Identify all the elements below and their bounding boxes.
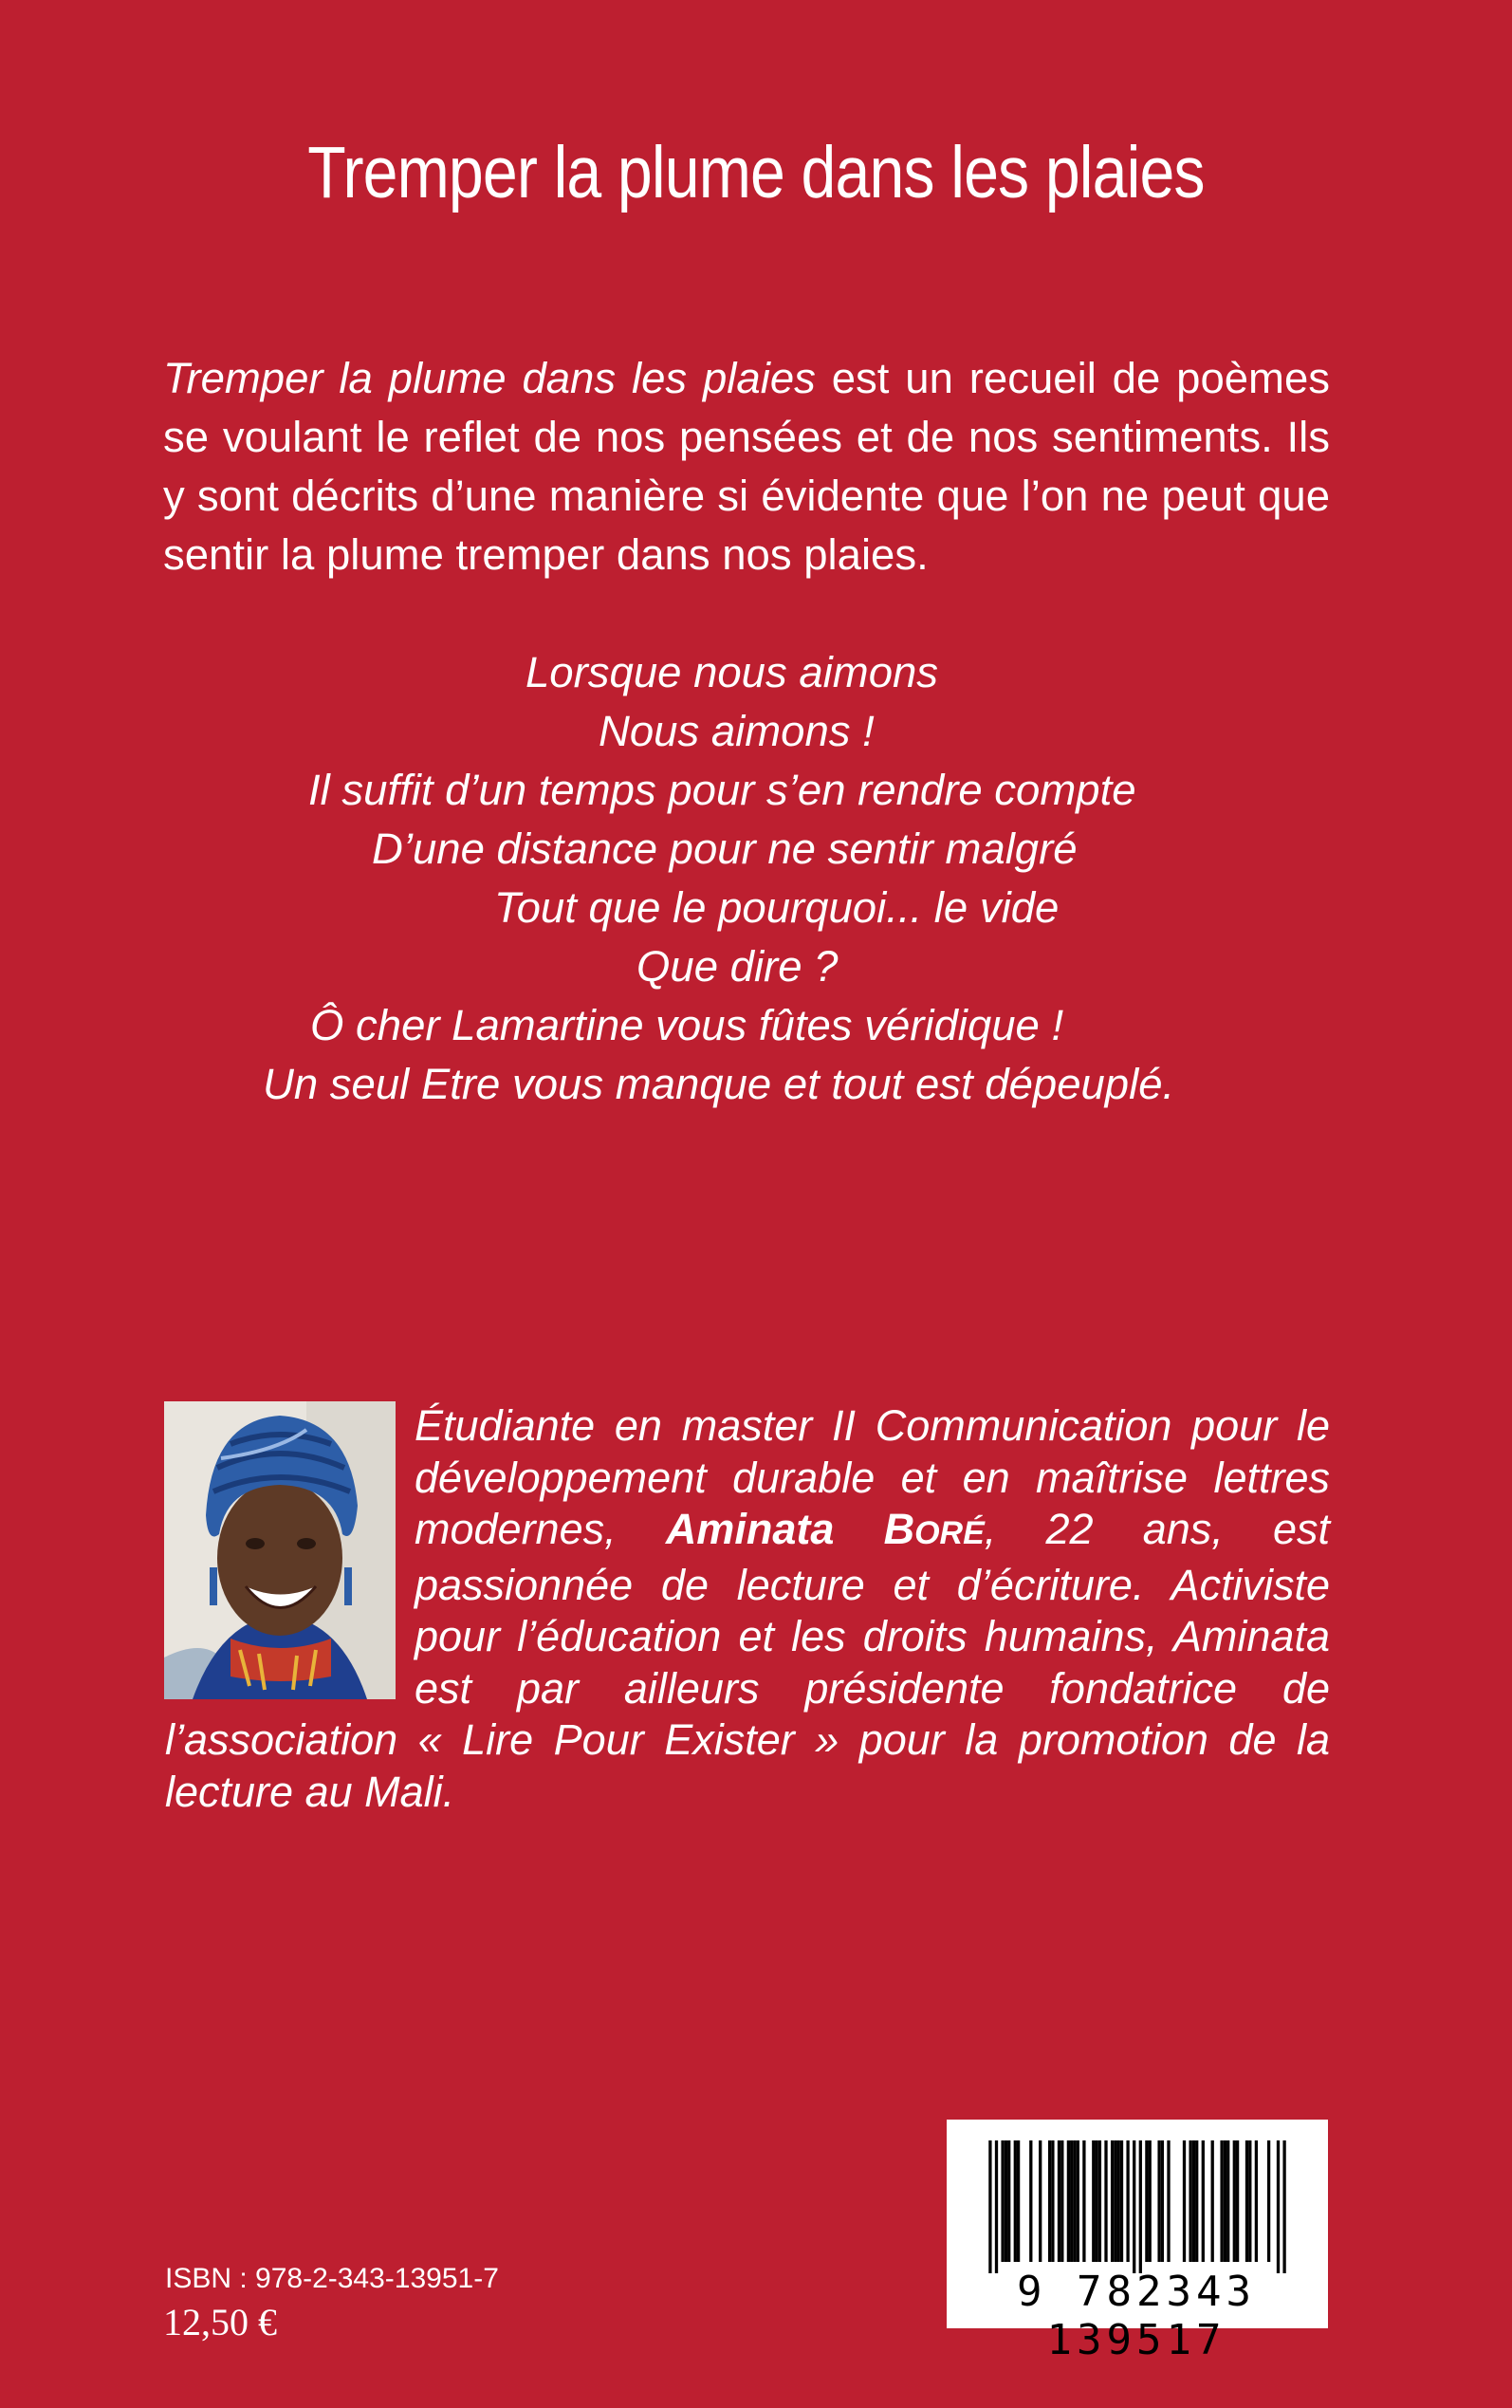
barcode-bar <box>1039 2140 1042 2262</box>
barcode-bar <box>1098 2140 1101 2262</box>
barcode-bar <box>1005 2140 1007 2262</box>
barcode-bar <box>1183 2140 1186 2262</box>
barcode-bar <box>1111 2140 1114 2262</box>
poem-line: Ô cher Lamartine vous fûtes véridique ! <box>310 1001 1064 1049</box>
barcode-bar <box>1226 2140 1229 2262</box>
price: 12,50 € <box>163 2301 277 2343</box>
barcode-bar <box>1051 2140 1054 2262</box>
barcode-bar <box>1104 2140 1107 2262</box>
author-bio <box>165 1400 1330 1818</box>
barcode-bar <box>1195 2140 1198 2262</box>
barcode-bar <box>1126 2140 1129 2262</box>
barcode-bar <box>1149 2140 1152 2262</box>
barcode-bar <box>995 2140 998 2273</box>
poem-line: Nous aimons ! <box>599 707 875 755</box>
barcode-bar <box>1007 2140 1010 2262</box>
barcode-bar <box>1001 2140 1004 2262</box>
barcode-bar <box>1060 2140 1063 2262</box>
barcode-bar <box>988 2140 991 2273</box>
barcode-bar <box>1245 2140 1248 2262</box>
barcode-bar <box>1120 2140 1123 2262</box>
intro-paragraph <box>163 349 1330 584</box>
isbn: ISBN : 978-2-343-13951-7 <box>165 2263 499 2294</box>
barcode-bar <box>1077 2140 1079 2262</box>
poem-excerpt <box>0 643 1512 1114</box>
author-first-name: Aminata <box>665 1505 884 1553</box>
barcode-digits: 9 782343 139517 <box>1017 2268 1256 2364</box>
poem-line: Il suffit d’un temps pour s’en rendre compte <box>308 766 1136 814</box>
author-last-rest: ORÉ <box>914 1515 985 1551</box>
barcode-bar <box>1157 2140 1160 2262</box>
barcode-bar <box>1070 2140 1073 2262</box>
barcode-bar <box>1029 2140 1032 2262</box>
poem-line: Que dire ? <box>636 942 839 991</box>
barcode-bar <box>1058 2140 1060 2262</box>
book-title: Tremper la plume dans les plaies <box>307 132 1205 213</box>
barcode-bar <box>1189 2140 1191 2262</box>
barcode-bar <box>1277 2140 1280 2273</box>
bio-text-part1: Étudiante en master II Communication pour le développement durable et en maîtrise lettres modernes, <box>415 1401 1330 1553</box>
intro-title-italic: Tremper la plume dans les plaies <box>163 354 816 402</box>
barcode-bar <box>1211 2140 1214 2262</box>
barcode-bar <box>1082 2140 1085 2262</box>
barcode-bar <box>1048 2140 1051 2262</box>
barcode-bar <box>1145 2140 1148 2262</box>
barcode-bar <box>1114 2140 1116 2262</box>
bio-text-part2: , 22 ans, est passionnée de lecture et d’écriture. Activiste pour l’éducation et les droits humains, Aminata est par ailleurs présidente fondatrice de l’association « Lire Pour Exister » pour la promotion de la lecture au Mali. <box>165 1505 1330 1816</box>
barcode-bar <box>1224 2140 1226 2262</box>
author-name <box>666 1505 985 1553</box>
poem-line: D’une distance pour ne sentir malgré <box>372 824 1078 873</box>
barcode-bar <box>1073 2140 1076 2262</box>
poem-line: Tout que le pourquoi... le vide <box>494 883 1060 932</box>
barcode-bar <box>1192 2140 1195 2262</box>
barcode-bar <box>1248 2140 1251 2262</box>
barcode-bar <box>1220 2140 1223 2262</box>
barcode-bar <box>1095 2140 1097 2262</box>
barcode-bar <box>1092 2140 1095 2262</box>
barcode-bar <box>1117 2140 1120 2262</box>
barcode-bar <box>1255 2140 1258 2262</box>
barcode-bar <box>1233 2140 1236 2262</box>
barcode-bar <box>1167 2140 1170 2262</box>
intro-text: est un recueil de poèmes se voulant le reflet de nos pensées et de nos sentiments. Ils y sont décrits d’une manière si évidente que l’on ne peut que sentir la plume tremper dans nos plaies. <box>163 354 1331 579</box>
barcode-bar <box>1067 2140 1070 2262</box>
photo-spacer <box>165 1400 415 1709</box>
barcode <box>947 2120 1328 2364</box>
barcode-bar <box>1014 2140 1017 2262</box>
barcode-bar <box>1161 2140 1164 2262</box>
barcode-bar <box>1282 2140 1285 2273</box>
barcode-bar <box>1139 2140 1142 2273</box>
poem-line: Un seul Etre vous manque et tout est dépeuplé. <box>263 1060 1175 1108</box>
barcode-bar <box>1133 2140 1135 2273</box>
barcode-bar <box>1267 2140 1270 2262</box>
poem-line: Lorsque nous aimons <box>526 648 939 696</box>
barcode-bar <box>1236 2140 1239 2262</box>
barcode-bar <box>1017 2140 1020 2262</box>
author-last-initial: B <box>883 1505 915 1553</box>
barcode-bar <box>1202 2140 1205 2262</box>
